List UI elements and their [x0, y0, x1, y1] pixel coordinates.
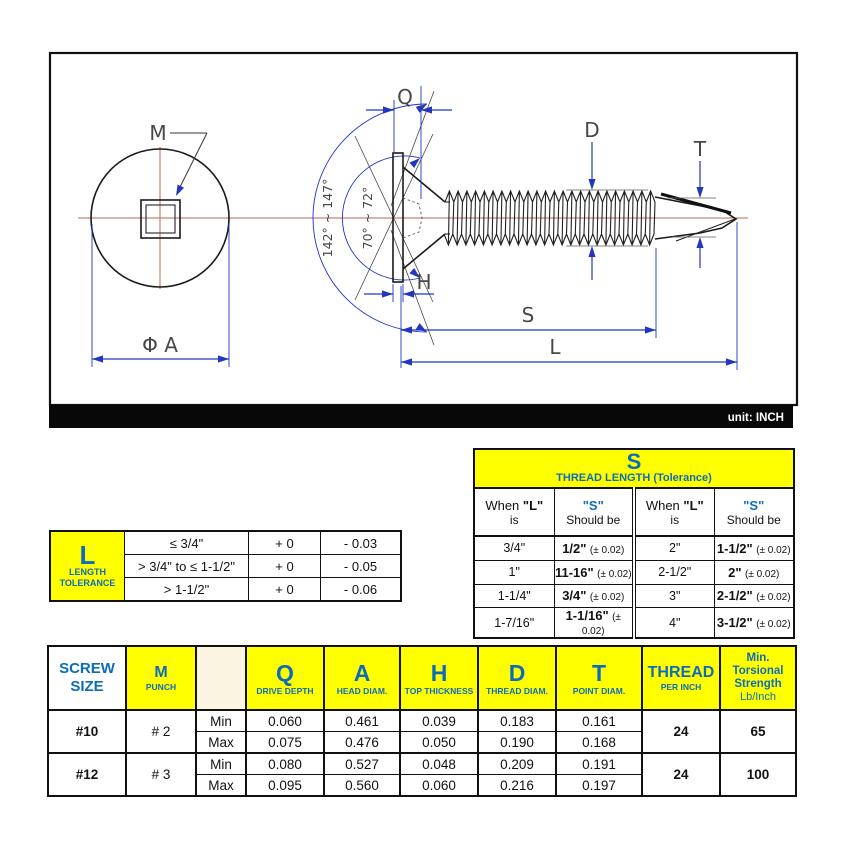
- s-s-value: 3/4" (± 0.02): [554, 584, 634, 608]
- label-angle-inner: 70° ~ 72°: [360, 186, 375, 250]
- s-l-value: 1": [474, 560, 554, 584]
- table-row: [474, 584, 794, 608]
- s-s-value: 3-1/2" (± 0.02): [714, 608, 794, 639]
- header-t-point-diam: T POINT DIAM.: [556, 646, 642, 710]
- screw-size-value: #12: [48, 753, 126, 796]
- s-col-header-when-l: When "L" is: [634, 488, 714, 536]
- strength-value: 100: [720, 753, 796, 796]
- label-q: Q: [397, 85, 413, 109]
- a-value: 0.476: [324, 732, 400, 754]
- h-value: 0.060: [400, 775, 478, 797]
- s-l-value: 1-1/4": [474, 584, 554, 608]
- table-row: [50, 531, 401, 555]
- s-col-header-when-l: When "L" is: [474, 488, 554, 536]
- s-l-value: 4": [634, 608, 714, 639]
- d-value: 0.216: [478, 775, 556, 797]
- header-h-top-thickness: H TOP THICKNESS: [400, 646, 478, 710]
- a-value: 0.527: [324, 753, 400, 775]
- max-label: Max: [196, 732, 246, 754]
- header-blank-cell: [196, 646, 246, 710]
- l-table-header: [50, 531, 125, 601]
- l-plus-tol: + 0: [249, 555, 321, 578]
- max-label: Max: [196, 775, 246, 797]
- min-label: Min: [196, 753, 246, 775]
- q-value: 0.080: [246, 753, 324, 775]
- table-row: [474, 560, 794, 584]
- header-q-drive-depth: Q DRIVE DEPTH: [246, 646, 324, 710]
- thread-length-table: [473, 448, 795, 639]
- s-s-value: 2" (± 0.02): [714, 560, 794, 584]
- spec-row-12-min: [48, 753, 796, 775]
- t-value: 0.191: [556, 753, 642, 775]
- screw-spec-table: [47, 645, 797, 797]
- s-table-title: [474, 449, 794, 488]
- l-title: L: [79, 540, 96, 570]
- d-value: 0.209: [478, 753, 556, 775]
- label-d: D: [584, 118, 600, 142]
- s-s-value: 2-1/2" (± 0.02): [714, 584, 794, 608]
- table-row: [474, 608, 794, 639]
- s-s-value: 11-16" (± 0.02): [554, 560, 634, 584]
- q-value: 0.060: [246, 710, 324, 732]
- unit-label: unit: INCH: [727, 412, 784, 424]
- h-value: 0.039: [400, 710, 478, 732]
- s-col-header-s: "S" Should be: [714, 488, 794, 536]
- unit-bar: [49, 405, 793, 428]
- t-value: 0.168: [556, 732, 642, 754]
- label-s: S: [521, 303, 535, 327]
- s-title: S: [626, 449, 642, 474]
- t-value: 0.197: [556, 775, 642, 797]
- punch-value: # 2: [126, 710, 196, 753]
- l-minus-tol: - 0.06: [321, 578, 402, 602]
- screw-size-value: #10: [48, 710, 126, 753]
- punch-value: # 3: [126, 753, 196, 796]
- l-minus-tol: - 0.03: [321, 531, 402, 555]
- thread-per-inch-value: 24: [642, 753, 720, 796]
- s-s-value: 1-1/2" (± 0.02): [714, 536, 794, 560]
- s-s-value: 1/2" (± 0.02): [554, 536, 634, 560]
- header-a-head-diam: A HEAD DIAM.: [324, 646, 400, 710]
- t-value: 0.161: [556, 710, 642, 732]
- s-subtitle: THREAD LENGTH (Tolerance): [556, 472, 712, 484]
- l-condition: > 1-1/2": [125, 578, 249, 602]
- label-h: H: [416, 270, 432, 294]
- l-subtitle-2: TOLERANCE: [59, 578, 116, 588]
- header-screw-size: SCREW SIZE: [48, 646, 126, 710]
- spec-row-10-min: [48, 710, 796, 732]
- s-l-value: 3": [634, 584, 714, 608]
- header-torsional-strength: Min. Torsional Strength Lb/Inch: [720, 646, 796, 710]
- q-value: 0.075: [246, 732, 324, 754]
- table-row: [474, 536, 794, 560]
- s-l-value: 2": [634, 536, 714, 560]
- label-m: M: [149, 121, 167, 145]
- a-value: 0.461: [324, 710, 400, 732]
- label-t: T: [693, 137, 707, 161]
- screw-technical-drawing: [45, 48, 802, 438]
- l-subtitle-1: LENGTH: [69, 567, 106, 577]
- s-l-value: 1-7/16": [474, 608, 554, 639]
- header-thread-per-inch: THREAD PER INCH: [642, 646, 720, 710]
- h-value: 0.050: [400, 732, 478, 754]
- d-value: 0.183: [478, 710, 556, 732]
- min-label: Min: [196, 710, 246, 732]
- l-minus-tol: - 0.05: [321, 555, 402, 578]
- strength-value: 65: [720, 710, 796, 753]
- l-plus-tol: + 0: [249, 531, 321, 555]
- s-l-value: 2-1/2": [634, 560, 714, 584]
- l-condition: > 3/4" to ≤ 1-1/2": [125, 555, 249, 578]
- s-s-value: 1-1/16" (± 0.02): [554, 608, 634, 639]
- header-m-punch: M PUNCH: [126, 646, 196, 710]
- a-value: 0.560: [324, 775, 400, 797]
- s-col-header-s: "S" Should be: [554, 488, 634, 536]
- spec-header-row: [48, 646, 796, 710]
- label-phi-a: Φ A: [142, 333, 178, 357]
- header-d-thread-diam: D THREAD DIAM.: [478, 646, 556, 710]
- l-condition: ≤ 3/4": [125, 531, 249, 555]
- thread-per-inch-value: 24: [642, 710, 720, 753]
- d-value: 0.190: [478, 732, 556, 754]
- length-tolerance-table: [49, 530, 402, 602]
- q-value: 0.095: [246, 775, 324, 797]
- s-l-value: 3/4": [474, 536, 554, 560]
- h-value: 0.048: [400, 753, 478, 775]
- label-l: L: [549, 335, 561, 359]
- l-plus-tol: + 0: [249, 578, 321, 602]
- label-angle-outer: 142° ~ 147°: [320, 178, 335, 258]
